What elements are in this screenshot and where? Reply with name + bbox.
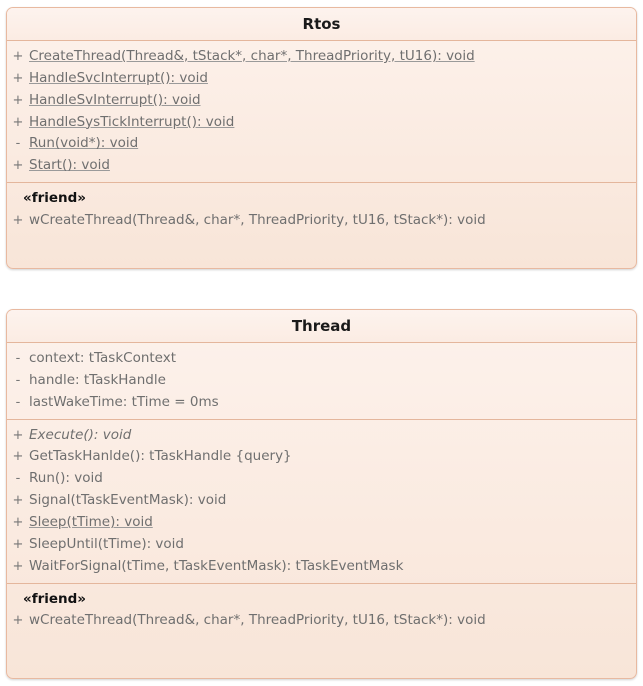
member-signature: HandleSysTickInterrupt(): void bbox=[29, 113, 235, 130]
class-member[interactable] bbox=[7, 348, 636, 370]
member-signature: GetTaskHanlde(): tTaskHandle {query} bbox=[29, 448, 292, 465]
visibility-marker: - bbox=[15, 372, 21, 388]
class-section-friend bbox=[7, 182, 636, 237]
class-title: Rtos bbox=[7, 8, 636, 41]
visibility-marker: + bbox=[12, 449, 24, 465]
visibility-marker: - bbox=[15, 136, 21, 152]
class-member[interactable] bbox=[7, 446, 636, 468]
member-signature: wCreateThread(Thread&, char*, ThreadPriority, tU16, tStack*): void bbox=[29, 612, 486, 629]
class-section-attributes bbox=[7, 343, 636, 419]
class-member[interactable] bbox=[7, 112, 636, 134]
uml-class-box[interactable] bbox=[6, 7, 637, 269]
visibility-marker: + bbox=[12, 558, 24, 574]
member-signature: Run(): void bbox=[29, 470, 103, 487]
member-signature: Sleep(tTime): void bbox=[29, 514, 153, 531]
member-signature: HandleSvcInterrupt(): void bbox=[29, 69, 208, 86]
class-member[interactable] bbox=[7, 392, 636, 414]
member-signature: Start(): void bbox=[29, 157, 110, 174]
visibility-marker: + bbox=[12, 158, 24, 174]
visibility-marker: - bbox=[15, 351, 21, 366]
class-member[interactable] bbox=[7, 90, 636, 112]
member-signature: HandleSvInterrupt(): void bbox=[29, 91, 201, 108]
member-signature: SleepUntil(tTime): void bbox=[29, 535, 185, 552]
class-member[interactable] bbox=[7, 556, 636, 578]
visibility-marker: + bbox=[12, 427, 24, 443]
member-signature: wCreateThread(Thread&, char*, ThreadPriority, tU16, tStack*): void bbox=[29, 212, 486, 229]
visibility-marker: - bbox=[15, 471, 21, 487]
visibility-marker: + bbox=[12, 92, 24, 108]
member-signature: WaitForSignal(tTime, tTaskEventMask): tTaskEventMask bbox=[29, 557, 404, 574]
class-title: Thread bbox=[7, 310, 636, 343]
stereotype-label: «friend» bbox=[23, 590, 87, 607]
class-member[interactable] bbox=[7, 425, 636, 447]
class-member[interactable] bbox=[7, 610, 636, 632]
class-member[interactable] bbox=[7, 490, 636, 512]
visibility-marker: + bbox=[12, 70, 24, 86]
class-member[interactable] bbox=[7, 155, 636, 177]
member-signature: context: tTaskContext bbox=[29, 350, 177, 366]
stereotype-label: «friend» bbox=[23, 190, 87, 207]
member-signature: Run(void*): void bbox=[29, 135, 139, 152]
class-member[interactable] bbox=[7, 133, 636, 155]
class-member[interactable] bbox=[7, 210, 636, 232]
member-signature: handle: tTaskHandle bbox=[29, 371, 166, 388]
visibility-marker: + bbox=[12, 515, 24, 531]
class-section-friend bbox=[7, 583, 636, 638]
class-member[interactable] bbox=[7, 68, 636, 90]
class-section-operations bbox=[7, 419, 636, 583]
class-member[interactable] bbox=[7, 370, 636, 392]
class-member[interactable] bbox=[7, 468, 636, 490]
class-member[interactable] bbox=[7, 512, 636, 534]
member-signature: CreateThread(Thread&, tStack*, char*, ThreadPriority, tU16): void bbox=[29, 48, 475, 64]
class-member[interactable] bbox=[7, 46, 636, 68]
class-section-operations bbox=[7, 41, 636, 182]
member-signature: lastWakeTime: tTime = 0ms bbox=[29, 393, 219, 410]
visibility-marker: + bbox=[12, 536, 24, 552]
visibility-marker: + bbox=[12, 114, 24, 130]
visibility-marker: + bbox=[12, 213, 24, 229]
visibility-marker: + bbox=[12, 49, 24, 64]
uml-class-box[interactable] bbox=[6, 309, 637, 679]
visibility-marker: + bbox=[12, 493, 24, 509]
visibility-marker: - bbox=[15, 394, 21, 410]
member-signature: Signal(tTaskEventMask): void bbox=[29, 492, 227, 509]
class-member[interactable] bbox=[7, 534, 636, 556]
member-signature: Execute(): void bbox=[29, 426, 132, 443]
visibility-marker: + bbox=[12, 613, 24, 629]
